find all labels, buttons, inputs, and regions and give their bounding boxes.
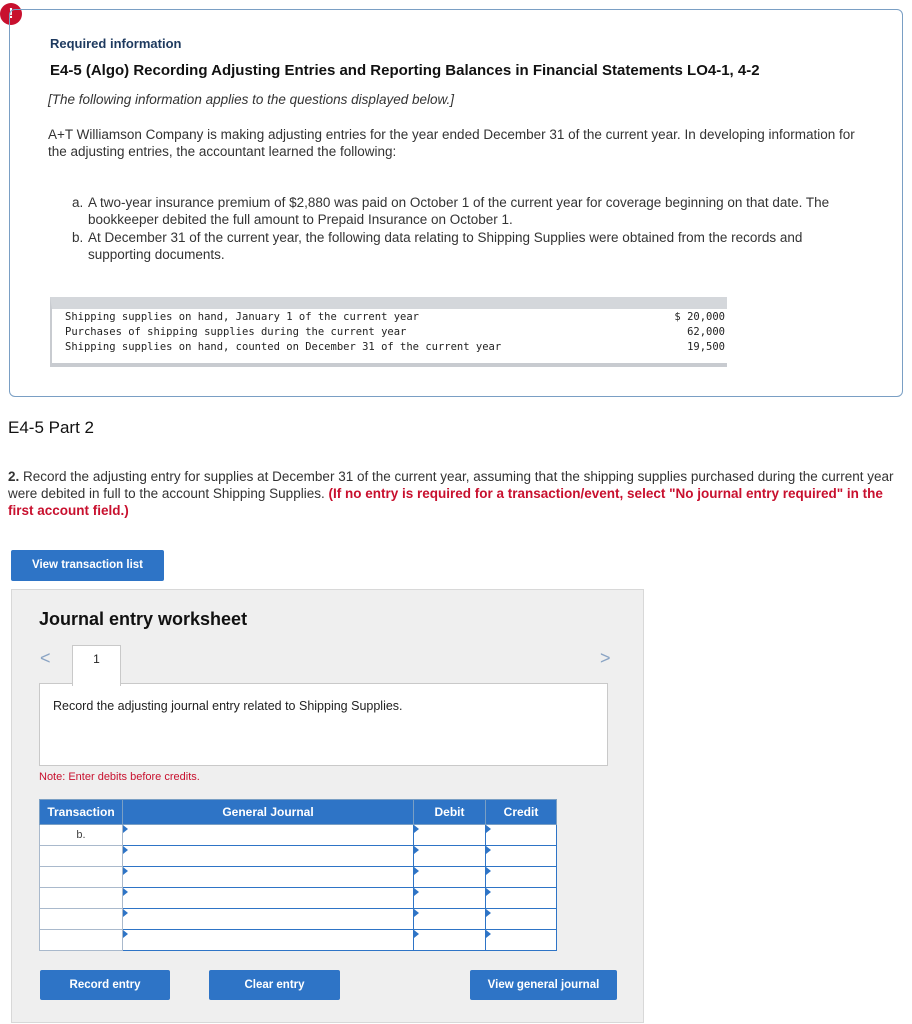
transaction-cell [40, 909, 123, 930]
debit-input[interactable] [414, 867, 486, 888]
credit-input[interactable] [486, 909, 557, 930]
account-select[interactable] [123, 930, 414, 951]
row-amount: 62,000 [687, 326, 725, 338]
column-header-debit: Debit [414, 800, 486, 825]
transaction-cell [40, 846, 123, 867]
input-marker-icon [486, 867, 491, 875]
row-description: Shipping supplies on hand, counted on December 31 of the current year [65, 341, 502, 353]
question-body: Record the adjusting entry for supplies at December 31 of the current year, assuming that the shipping supplies purchased during the current year were debited in full to the account Shipping Supplies. [8, 469, 894, 501]
view-transaction-list-button[interactable]: View transaction list [11, 550, 164, 581]
debit-input[interactable] [414, 846, 486, 867]
table-row [65, 311, 725, 326]
dropdown-marker-icon [123, 825, 128, 833]
input-marker-icon [414, 930, 419, 938]
input-marker-icon [486, 909, 491, 917]
input-marker-icon [414, 909, 419, 917]
input-marker-icon [414, 825, 419, 833]
dropdown-marker-icon [123, 867, 128, 875]
transaction-cell [40, 888, 123, 909]
debits-before-credits-note: Note: Enter debits before credits. [39, 771, 200, 783]
debit-input[interactable] [414, 825, 486, 846]
table-row [40, 867, 557, 888]
clear-entry-button[interactable]: Clear entry [209, 970, 340, 1000]
alert-icon: ! [0, 3, 22, 25]
debit-input[interactable] [414, 909, 486, 930]
column-header-general-journal: General Journal [123, 800, 414, 825]
input-marker-icon [414, 888, 419, 896]
transaction-cell [40, 867, 123, 888]
table-row [65, 326, 725, 341]
shipping-supplies-table [50, 297, 727, 367]
intro-text: A+T Williamson Company is making adjusting entries for the year ended December 31 of the current year. In developing information for the adjusting entries, the accountant learned the following: [48, 127, 855, 159]
worksheet-instruction-panel [39, 683, 608, 766]
transaction-cell: b. [40, 825, 123, 846]
column-header-credit: Credit [486, 800, 557, 825]
debit-input[interactable] [414, 930, 486, 951]
dropdown-marker-icon [123, 909, 128, 917]
dropdown-marker-icon [123, 888, 128, 896]
info-item-label: a. [72, 195, 84, 210]
input-marker-icon [486, 888, 491, 896]
table-row [40, 825, 557, 846]
problem-title: E4-5 (Algo) Recording Adjusting Entries and Reporting Balances in Financial Statements LO4-1, 4-2 [50, 62, 760, 79]
credit-input[interactable] [486, 825, 557, 846]
journal-entry-worksheet [11, 589, 644, 1023]
info-item-label: b. [72, 230, 84, 245]
question-text [8, 468, 898, 519]
part-heading: E4-5 Part 2 [8, 418, 94, 437]
journal-entry-table [39, 799, 557, 951]
input-marker-icon [486, 825, 491, 833]
chevron-left-icon[interactable]: < [40, 648, 51, 668]
account-select[interactable] [123, 909, 414, 930]
account-select[interactable] [123, 825, 414, 846]
info-item-b [72, 229, 872, 263]
input-marker-icon [486, 846, 491, 854]
table-row [40, 846, 557, 867]
info-item-text: A two-year insurance premium of $2,880 was paid on October 1 of the current year for coverage beginning on that date. The bookkeeper debited the full amount to Prepaid Insurance on October 1. [88, 195, 830, 227]
credit-input[interactable] [486, 846, 557, 867]
row-description: Shipping supplies on hand, January 1 of the current year [65, 311, 420, 323]
chevron-right-icon[interactable]: > [600, 648, 611, 668]
input-marker-icon [486, 930, 491, 938]
info-item-a [72, 194, 872, 228]
credit-input[interactable] [486, 930, 557, 951]
account-select[interactable] [123, 846, 414, 867]
transaction-cell [40, 930, 123, 951]
table-row [65, 341, 725, 356]
worksheet-title: Journal entry worksheet [39, 609, 248, 629]
account-select[interactable] [123, 867, 414, 888]
question-number: 2. [8, 469, 20, 484]
column-header-transaction: Transaction [40, 800, 123, 825]
table-row [40, 930, 557, 951]
required-information-panel [9, 9, 903, 397]
row-description: Purchases of shipping supplies during the current year [65, 326, 407, 338]
credit-input[interactable] [486, 888, 557, 909]
view-general-journal-button[interactable]: View general journal [470, 970, 617, 1000]
question-instruction: (If no entry is required for a transaction/event, select "No journal entry required" in the first account field.) [8, 486, 883, 518]
required-info-label: Required information [50, 36, 182, 51]
info-item-text: At December 31 of the current year, the following data relating to Shipping Supplies were obtained from the records and supporting documents. [88, 230, 803, 262]
row-amount: $ 20,000 [674, 311, 725, 323]
row-amount: 19,500 [687, 341, 725, 353]
table-row [40, 909, 557, 930]
input-marker-icon [414, 846, 419, 854]
account-select[interactable] [123, 888, 414, 909]
worksheet-instruction: Record the adjusting journal entry related to Shipping Supplies. [53, 699, 403, 713]
worksheet-tab-1[interactable]: 1 [72, 645, 121, 686]
input-marker-icon [414, 867, 419, 875]
debit-input[interactable] [414, 888, 486, 909]
dropdown-marker-icon [123, 846, 128, 854]
applies-note: [The following information applies to the questions displayed below.] [48, 92, 454, 107]
dropdown-marker-icon [123, 930, 128, 938]
record-entry-button[interactable]: Record entry [40, 970, 170, 1000]
credit-input[interactable] [486, 867, 557, 888]
table-row [40, 888, 557, 909]
